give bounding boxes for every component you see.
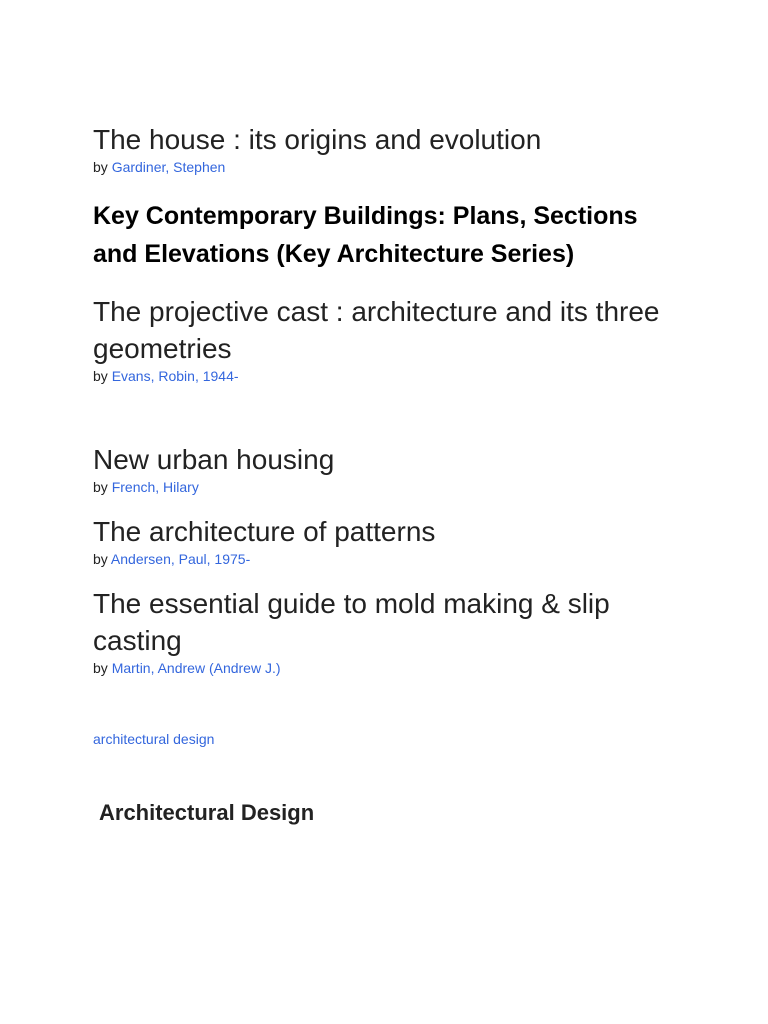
byline	[93, 659, 673, 677]
author-link[interactable]: Evans, Robin, 1944-	[111, 368, 239, 384]
by-label: by	[93, 660, 108, 676]
author-link[interactable]: Martin, Andrew (Andrew J.)	[111, 660, 281, 676]
tag-row	[93, 730, 673, 749]
byline	[93, 367, 673, 385]
author-link[interactable]: Gardiner, Stephen	[111, 159, 226, 175]
author-link[interactable]: French, Hilary	[111, 479, 199, 495]
book-title[interactable]: The architecture of patterns	[93, 516, 436, 547]
section-heading-row	[93, 800, 673, 826]
book-entry	[93, 441, 673, 496]
byline	[93, 550, 673, 568]
book-entry	[93, 293, 673, 385]
by-label: by	[93, 159, 108, 175]
tag-link[interactable]: architectural design	[93, 731, 215, 747]
author-link[interactable]: Andersen, Paul, 1975-	[110, 551, 251, 567]
book-title[interactable]: The projective cast : architecture and its three geometries	[93, 296, 660, 364]
book-title[interactable]: Key Contemporary Buildings: Plans, Sections and Elevations (Key Architecture Series)	[93, 202, 638, 268]
by-label: by	[93, 368, 108, 384]
byline	[93, 158, 673, 176]
book-entry	[93, 198, 673, 273]
section-heading: Architectural Design	[99, 800, 315, 825]
book-entry	[93, 513, 673, 568]
by-label: by	[93, 551, 108, 567]
book-title[interactable]: New urban housing	[93, 444, 335, 475]
by-label: by	[93, 479, 108, 495]
book-title[interactable]: The essential guide to mold making & slip casting	[93, 588, 610, 656]
book-entry	[93, 585, 673, 677]
book-list	[93, 121, 673, 826]
book-entry	[93, 121, 673, 176]
book-title[interactable]: The house : its origins and evolution	[93, 124, 542, 155]
byline	[93, 478, 673, 496]
